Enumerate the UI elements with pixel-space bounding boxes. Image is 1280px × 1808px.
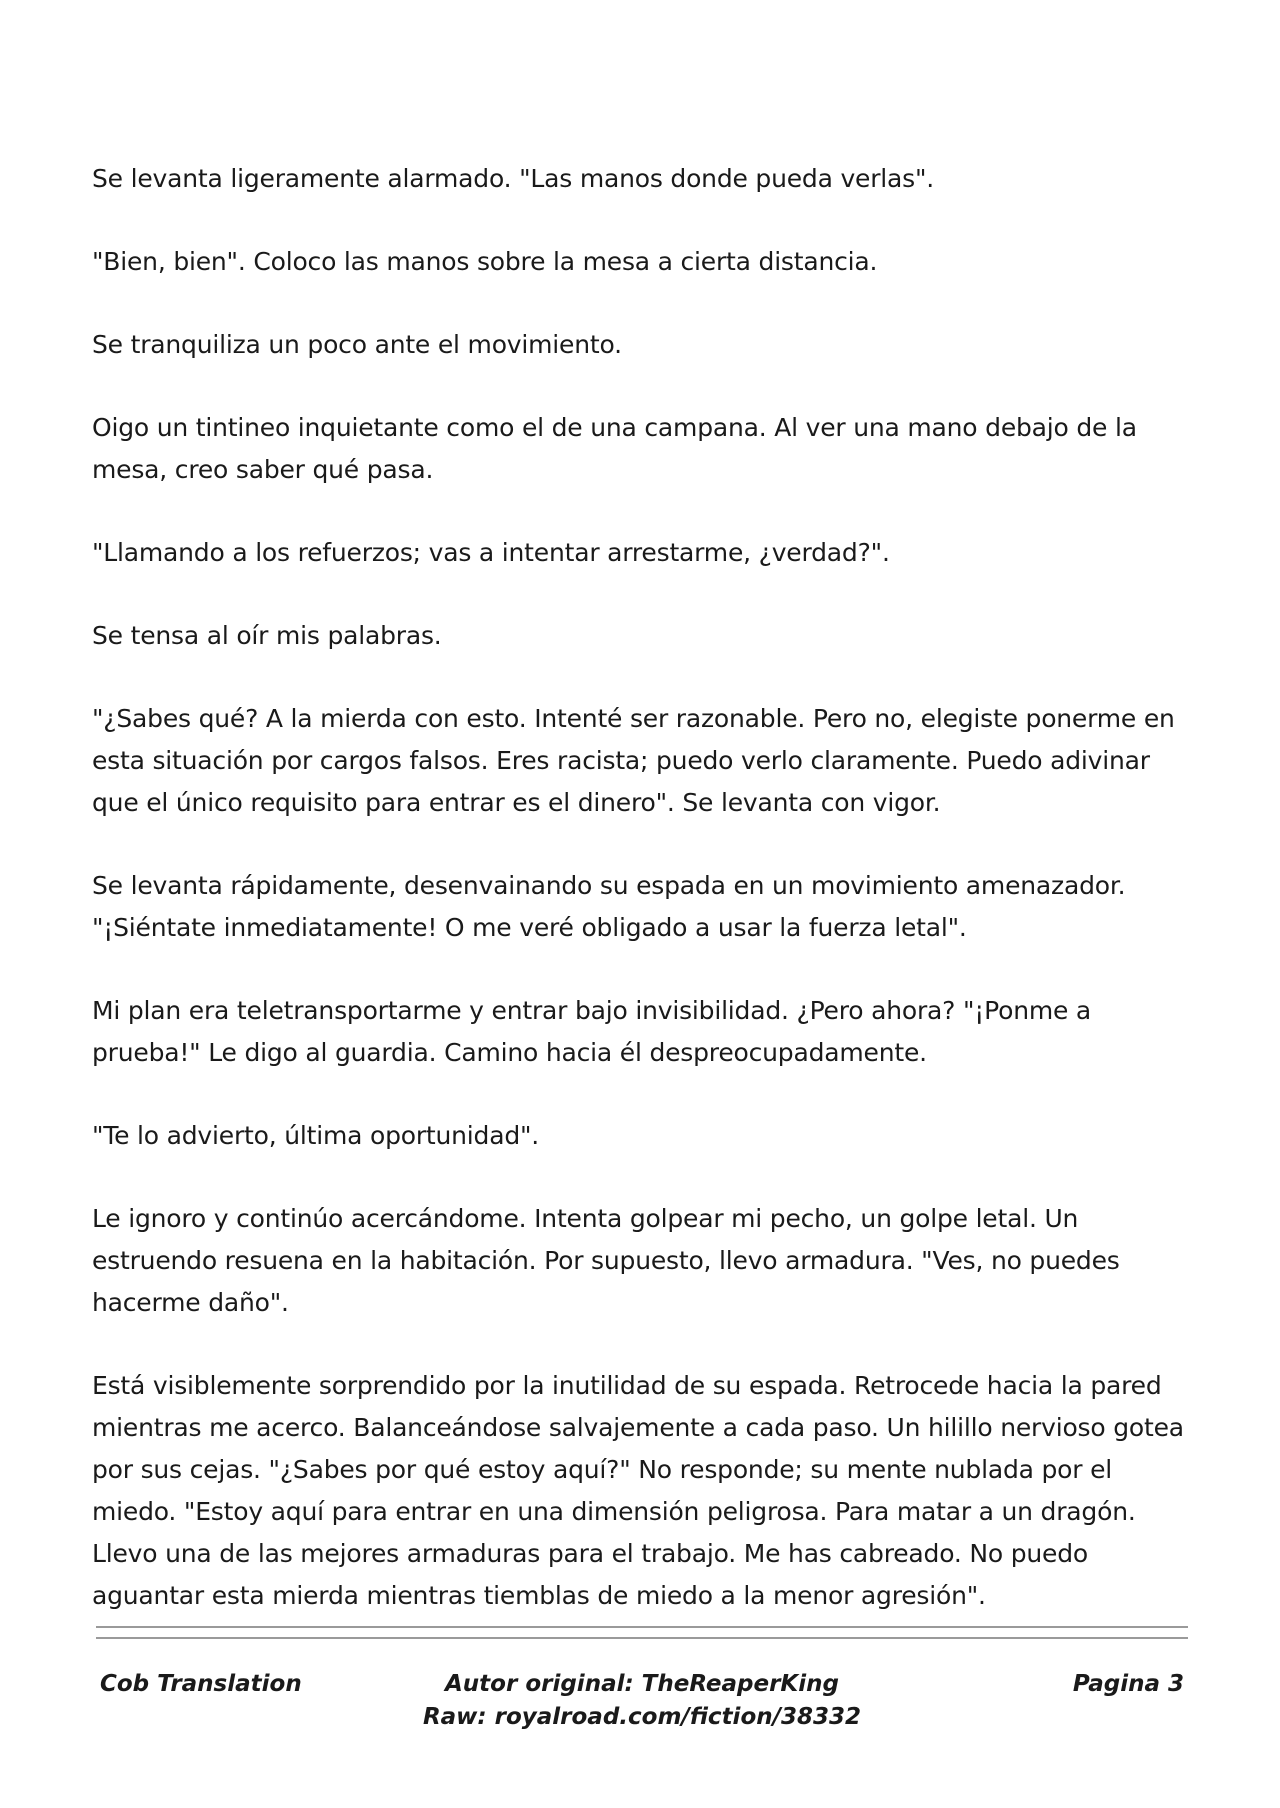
footer-divider-top xyxy=(96,1626,1188,1628)
paragraph-3: Se tranquiliza un poco ante el movimiento. xyxy=(92,330,622,359)
footer-translator: Cob Translation xyxy=(100,1671,302,1697)
footer-original-author: Autor original: TheReaperKing xyxy=(445,1671,839,1697)
paragraph-6: Se tensa al oír mis palabras. xyxy=(92,621,442,650)
footer-divider-bottom xyxy=(96,1637,1188,1639)
footer-raw-source: Raw: royalroad.com/fiction/38332 xyxy=(422,1704,862,1730)
paragraph-10: "Te lo advierto, última oportunidad". xyxy=(92,1121,540,1150)
body-text xyxy=(92,158,1202,1658)
paragraph-7: "¿Sabes qué? A la mierda con esto. Intenté ser razonable. Pero no, elegiste ponerme en esta situación por cargos falsos. Eres racista; puedo verlo claramente. Puedo adivinar que el único requisito para entrar es el dinero". Se levanta con vigor. xyxy=(92,704,1175,817)
paragraph-8: Se levanta rápidamente, desenvainando su espada en un movimiento amenazador. "¡Siéntate inmediatamente! O me veré obligado a usar la fuerza letal". xyxy=(92,871,1126,942)
paragraph-2: "Bien, bien". Coloco las manos sobre la mesa a cierta distancia. xyxy=(92,247,878,276)
paragraph-11: Le ignoro y continúo acercándome. Intenta golpear mi pecho, un golpe letal. Un estruendo resuena en la habitación. Por supuesto, llevo armadura. "Ves, no puedes hacerme daño". xyxy=(92,1204,1120,1317)
paragraph-9: Mi plan era teletransportarme y entrar bajo invisibilidad. ¿Pero ahora? "¡Ponme a prueba!" Le digo al guardia. Camino hacia él despreocupadamente. xyxy=(92,996,1092,1067)
paragraph-1: Se levanta ligeramente alarmado. "Las manos donde pueda verlas". xyxy=(92,164,935,193)
paragraph-4: Oigo un tintineo inquietante como el de una campana. Al ver una mano debajo de la mesa, creo saber qué pasa. xyxy=(92,413,1137,484)
paragraph-12: Está visiblemente sorprendido por la inutilidad de su espada. Retrocede hacia la pared mientras me acerco. Balanceándose salvajemente a cada paso. Un hilillo nervioso gotea por sus cejas. "¿Sabes por qué estoy aquí?" No responde; su mente nublada por el miedo. "Estoy aquí para entrar en una dimensión peligrosa. Para matar a un dragón. Llevo una de las mejores armaduras para el trabajo. Me has cabreado. No puedo aguantar esta mierda mientras tiemblas de miedo a la menor agresión". xyxy=(92,1371,1184,1610)
footer-page-number: Pagina 3 xyxy=(1072,1671,1184,1697)
paragraph-5: "Llamando a los refuerzos; vas a intentar arrestarme, ¿verdad?". xyxy=(92,538,890,567)
footer-credits xyxy=(96,1668,1188,1734)
page-footer xyxy=(96,1668,1188,1748)
